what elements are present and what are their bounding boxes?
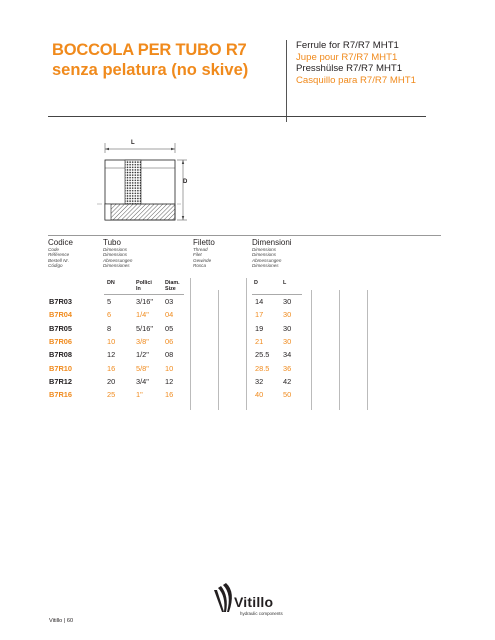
col-dimensioni-sub: Dimensions Dimensions Abmessungen Dimensiones: [252, 247, 282, 269]
table-row: [0, 364, 495, 378]
table-header-rule: [48, 235, 441, 236]
cell-d: 14: [255, 297, 264, 306]
col-codice-sub: Code Référence Bestell Nr. Código: [48, 247, 70, 269]
cell-code: B7R04: [49, 310, 73, 320]
title-line-2: senza pelatura (no skive): [52, 61, 249, 79]
cell-l: 30: [283, 323, 292, 333]
cell-size: 12: [165, 376, 174, 386]
table-row: [0, 310, 495, 324]
cell-dn: 8: [107, 323, 112, 333]
col-codice: [48, 238, 73, 269]
cell-d: 19: [255, 323, 264, 333]
cell-size: 05: [165, 323, 174, 333]
cell-l: 42: [283, 376, 292, 386]
cell-size: 03: [165, 297, 174, 306]
col-tubo: [103, 238, 132, 269]
cell-size: 08: [165, 350, 174, 360]
title-line-1: BOCCOLA PER TUBO R7: [52, 41, 247, 59]
subhdr-rule-tubo: [104, 294, 184, 295]
cell-in: 5/16": [136, 323, 154, 333]
cell-in: 3/8": [136, 336, 149, 346]
subhdr-diam: Diam. Size: [165, 280, 180, 293]
cell-code: B7R06: [49, 336, 73, 346]
header-rule: [48, 116, 426, 117]
cell-dn: 6: [107, 310, 112, 320]
logo-name: Vitillo: [234, 594, 274, 610]
cell-l: 50: [283, 390, 292, 400]
cell-dn: 12: [107, 350, 116, 360]
cell-l: 34: [283, 350, 292, 360]
cell-size: 16: [165, 390, 174, 400]
cell-dn: 5: [107, 297, 112, 306]
col-dimensioni: [252, 238, 292, 269]
table-row: [0, 377, 495, 391]
cell-in: 1/4": [136, 310, 149, 320]
table-row: [0, 297, 495, 311]
label-L: L: [131, 140, 135, 146]
cell-d: 21: [255, 336, 264, 346]
cell-dn: 10: [107, 336, 116, 346]
cell-size: 10: [165, 363, 174, 373]
col-filetto-title: Filetto: [193, 238, 215, 247]
ferrule-drawing: [95, 140, 205, 225]
table-row: [0, 350, 495, 364]
cell-size: 06: [165, 336, 174, 346]
subtitle-1: Jupe pour R7/R7 MHT1: [296, 51, 398, 63]
subtitle-2: Presshülse R7/R7 MHT1: [296, 63, 403, 74]
subhdr-pollici: Pollici In: [136, 280, 152, 293]
cell-code: B7R12: [49, 376, 73, 386]
cell-d: 25.5: [255, 350, 270, 360]
cell-dn: 16: [107, 363, 116, 373]
col-dimensioni-title: Dimensioni: [252, 238, 292, 247]
cell-code: B7R16: [49, 390, 73, 400]
cell-code: B7R03: [49, 297, 73, 306]
cell-l: 30: [283, 297, 292, 306]
table-row: [0, 390, 495, 404]
table-row: [0, 324, 495, 338]
cell-d: 32: [255, 376, 264, 386]
col-codice-title: Codice: [48, 238, 73, 247]
cell-l: 30: [283, 310, 292, 320]
cell-d: 40: [255, 390, 264, 400]
label-D: D: [183, 179, 188, 185]
cell-in: 1": [136, 390, 143, 400]
cell-dn: 20: [107, 376, 116, 386]
cell-l: 36: [283, 363, 292, 373]
cell-code: B7R10: [49, 363, 73, 373]
subhdr-dn: DN: [107, 280, 115, 286]
cell-d: 28.5: [255, 363, 270, 373]
table-row: [0, 337, 495, 351]
col-tubo-title: Tubo: [103, 238, 121, 247]
cell-code: B7R05: [49, 323, 73, 333]
cell-in: 1/2": [136, 350, 149, 360]
page-footer: Vitillo | 60: [49, 618, 74, 624]
cell-dn: 25: [107, 390, 116, 400]
cell-in: 3/16": [136, 297, 154, 306]
cell-size: 04: [165, 310, 174, 320]
cell-in: 5/8": [136, 363, 149, 373]
cell-code: B7R08: [49, 350, 73, 360]
subhdr-d: D: [254, 280, 258, 286]
cell-d: 17: [255, 310, 264, 320]
col-filetto-sub: Thread Filet Gewinde Rosca: [193, 247, 212, 269]
col-tubo-sub: Dimensions Dimensions Abmessungen Dimensiones: [103, 247, 133, 269]
cell-in: 3/4": [136, 376, 149, 386]
col-filetto: [193, 238, 215, 269]
subhdr-l: L: [283, 280, 287, 286]
subhdr-rule-dim: [252, 294, 302, 295]
subtitle-0: Ferrule for R7/R7 MHT1: [296, 40, 399, 51]
subtitle-3: Casquillo para R7/R7 MHT1: [296, 74, 416, 86]
cell-l: 30: [283, 336, 292, 346]
title-divider: [286, 40, 287, 122]
logo-tagline: hydraulic components: [240, 611, 283, 616]
